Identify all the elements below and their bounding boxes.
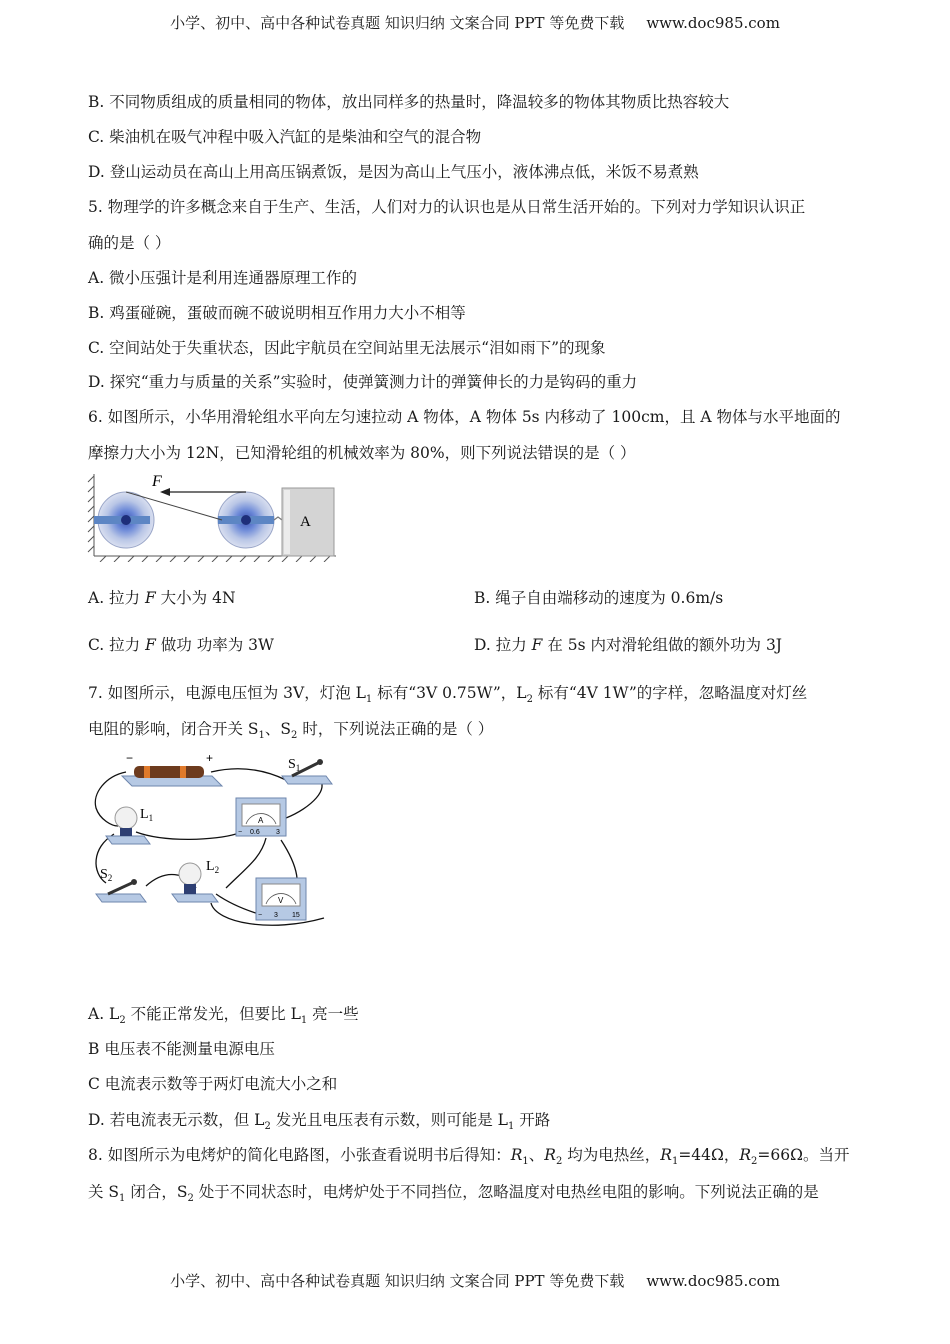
pulley-figure [86,470,340,562]
q8-r4-sub: 2 [751,1156,758,1168]
q7-d-post: 开路 [514,1111,551,1129]
s1-label: $S_1$ [288,757,301,773]
header-text: 小学、初中、高中各种试卷真题 知识归纳 文案合同 PPT 等免费下载 [170,14,625,32]
q6-d-var: F [531,636,543,654]
ammeter-terminal-neg: − [238,829,243,836]
q8-r2: R [544,1146,556,1164]
ammeter [236,798,286,836]
block-label: A [300,514,311,530]
block-a [282,488,334,556]
header-site-link[interactable]: www.doc985.com [646,14,780,32]
q7-stem-line1 [88,681,807,705]
q8-l1d: =44Ω， [678,1146,740,1164]
page-footer [0,1270,950,1291]
voltmeter-terminal-3: 3 [274,912,278,919]
q8-l2c: 处于不同状态时，电烤炉处于不同挡位，忽略温度对电热丝电阻的影响。下列说法正确的是 [193,1183,819,1201]
q5-stem-line2: 确的是（ ） [88,234,171,252]
fixed-pulley [94,492,154,548]
q7-stem-line2 [88,717,493,741]
ammeter-terminal-06: 0.6 [250,829,260,836]
q8-stem-line1 [88,1143,849,1167]
q7-option-b: B 电压表不能测量电源电压 [88,1040,275,1058]
q8-r1-sub: 1 [522,1156,529,1168]
q5-option-a: A. 微小压强计是利用连通器原理工作的 [88,269,358,287]
l2-label: $L_2$ [206,859,220,875]
q7-s1-sub2: 2 [526,694,533,706]
q5-stem-line1: 5. 物理学的许多概念来自于生产、生活，人们对力的认识也是从日常生活开始的。下列对力学知识认识正 [88,198,806,216]
q8-l1c: 均为电热丝， [562,1146,661,1164]
q7-s2c: 时，下列说法正确的是（ ） [297,720,494,738]
battery [122,751,222,786]
q8-r3-sub: 1 [671,1156,679,1168]
q7-d-sub1: 2 [264,1121,271,1133]
movable-pulley [218,492,290,548]
q7-option-d [88,1108,550,1132]
voltmeter [256,878,306,920]
q7-option-c: C 电流表示数等于两灯电流大小之和 [88,1075,338,1093]
q7-d-mid: 发光且电压表有示数，则可能是 L [270,1111,508,1129]
circuit-figure [86,748,336,938]
q8-stem-line2 [88,1180,819,1204]
battery-plus: + [206,751,214,765]
q4-option-d: D. 登山运动员在高山上用高压锅煮饭，是因为高山上气压小，液体沸点低，米饭不易煮熟 [88,163,699,181]
q8-r3: R [660,1146,672,1164]
q8-l1a: 8. 如图所示为电烤炉的简化电路图，小张查看说明书后得知： [88,1146,511,1164]
q6-a-var: F [144,589,156,607]
battery-minus: − [126,751,134,765]
s2-label: $S_2$ [100,867,113,883]
q7-s1a: 7. 如图所示，电源电压恒为 3V，灯泡 L [88,684,366,702]
l1-label: $L_1$ [140,807,154,823]
q7-a-sub1: 2 [119,1015,126,1027]
q6-option-a [88,586,236,608]
q8-r1: R [510,1146,523,1164]
q6-d-text: D. 拉力 [474,636,532,654]
q8-l2-sub1: 1 [119,1193,126,1205]
q6-d-text-end: 在 5s 内对滑轮组做的额外功为 3J [542,636,783,654]
q8-r4: R [739,1146,752,1164]
q6-stem-line2: 摩擦力大小为 12N，已知滑轮组的机械效率为 80%，则下列说法错误的是（ ） [88,444,636,462]
q8-r2-sub: 2 [555,1156,563,1168]
switch-s2 [96,867,146,902]
q5-option-d: D. 探究“重力与质量的关系”实验时，使弹簧测力计的弹簧伸长的力是钩码的重力 [88,373,638,391]
q7-s2b: 、S [264,720,292,738]
q5-option-b: B. 鸡蛋碰碗，蛋破而碗不破说明相互作用力大小不相等 [88,304,466,322]
q6-c-text-end: 做功 功率为 3W [155,636,274,654]
q7-a-sub2: 1 [300,1015,308,1027]
q8-l2-sub2: 2 [187,1193,194,1205]
lamp-l2 [172,859,219,902]
footer-site-link[interactable]: www.doc985.com [646,1272,780,1290]
q7-option-a [88,1002,359,1026]
q7-s2-sub1: 1 [258,730,265,742]
q8-l1b: 、 [528,1146,545,1164]
q7-d-pre: D. 若电流表无示数，但 L [88,1111,265,1129]
q7-s2-sub2: 2 [291,730,298,742]
q5-option-c: C. 空间站处于失重状态，因此宇航员在空间站里无法展示“泪如雨下”的现象 [88,339,606,357]
ammeter-terminal-3: 3 [276,829,280,836]
q7-s2a: 电阻的影响，闭合开关 S [88,720,259,738]
voltmeter-label: V [278,896,284,905]
q6-option-b: B. 绳子自由端移动的速度为 0.6m/s [474,589,724,607]
q6-a-text: A. 拉力 [88,589,145,607]
page-header [0,12,950,33]
force-label: F [152,473,162,490]
q7-s1-sub1: 1 [365,694,373,706]
q6-a-text-end: 大小为 4N [155,589,236,607]
q6-c-text: C. 拉力 [88,636,146,654]
switch-s1 [282,757,332,784]
q8-l2a: 关 S [88,1183,120,1201]
q8-l2b: 闭合，S [125,1183,188,1201]
footer-text: 小学、初中、高中各种试卷真题 知识归纳 文案合同 PPT 等免费下载 [170,1272,625,1290]
voltmeter-terminal-15: 15 [292,912,300,919]
q4-option-b: B. 不同物质组成的质量相同的物体，放出同样多的热量时，降温较多的物体其物质比热容较大 [88,93,730,111]
q7-s1c: 标有“4V 1W”的字样，忽略温度对灯丝 [532,684,808,702]
q6-stem-line1: 6. 如图所示，小华用滑轮组水平向左匀速拉动 A 物体，A 物体 5s 内移动了 100cm，且 A 物体与水平地面的 [88,408,841,426]
q7-a-post: 亮一些 [307,1005,359,1023]
q6-option-d [474,633,782,655]
q7-d-sub2: 1 [507,1121,515,1133]
ammeter-label: A [258,816,264,825]
q6-option-c [88,633,274,655]
q6-c-var: F [145,636,156,654]
q7-a-mid: 不能正常发光，但要比 L [125,1005,301,1023]
q4-option-c: C. 柴油机在吸气冲程中吸入汽缸的是柴油和空气的混合物 [88,128,482,146]
q8-l1e: =66Ω。当开 [757,1146,850,1164]
q7-a-pre: A. L [88,1005,120,1023]
q7-s1b: 标有“3V 0.75W”，L [372,684,527,702]
voltmeter-terminal-neg: − [258,912,263,919]
